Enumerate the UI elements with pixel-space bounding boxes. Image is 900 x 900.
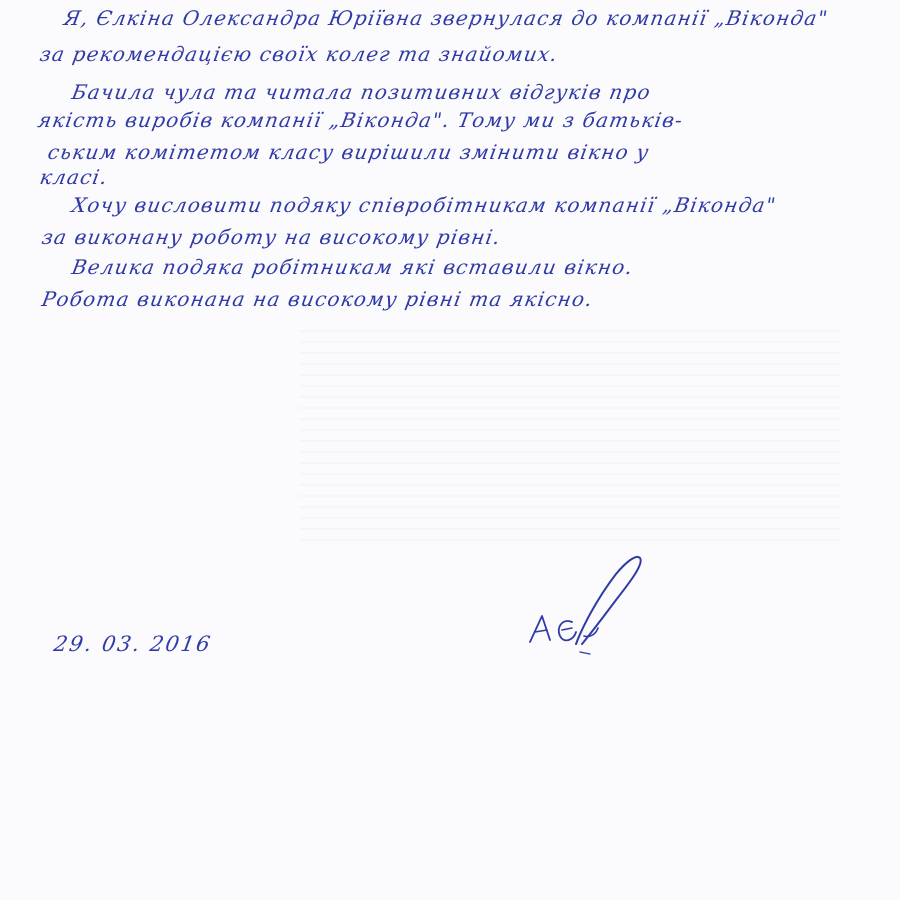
letter-line-10: Робота виконана на високому рівні та якісно. bbox=[40, 287, 596, 311]
letter-line-2: за рекомендацією своїх колег та знайомих. bbox=[38, 42, 561, 66]
bleed-through-texture bbox=[300, 330, 840, 550]
handwritten-signature bbox=[520, 548, 650, 658]
letter-line-5: ським комітетом класу вирішили змінити вікно у bbox=[46, 140, 652, 164]
letter-line-4: якість виробів компанії „Віконда". Тому ми з батьків- bbox=[36, 108, 686, 132]
letter-line-3: Бачила чула та читала позитивних відгуків про bbox=[70, 80, 654, 104]
letter-line-8: за виконану роботу на високому рівні. bbox=[40, 225, 504, 249]
letter-line-9: Велика подяка робітникам які вставили вікно. bbox=[70, 255, 636, 279]
letter-date: 29. 03. 2016 bbox=[52, 632, 214, 656]
letter-line-1: Я, Єлкіна Олександра Юріївна звернулася до компанії „Віконда" bbox=[62, 6, 831, 30]
letter-line-6: класі. bbox=[38, 165, 110, 189]
letter-line-7: Хочу висловити подяку співробітникам компанії „Віконда" bbox=[70, 193, 779, 217]
